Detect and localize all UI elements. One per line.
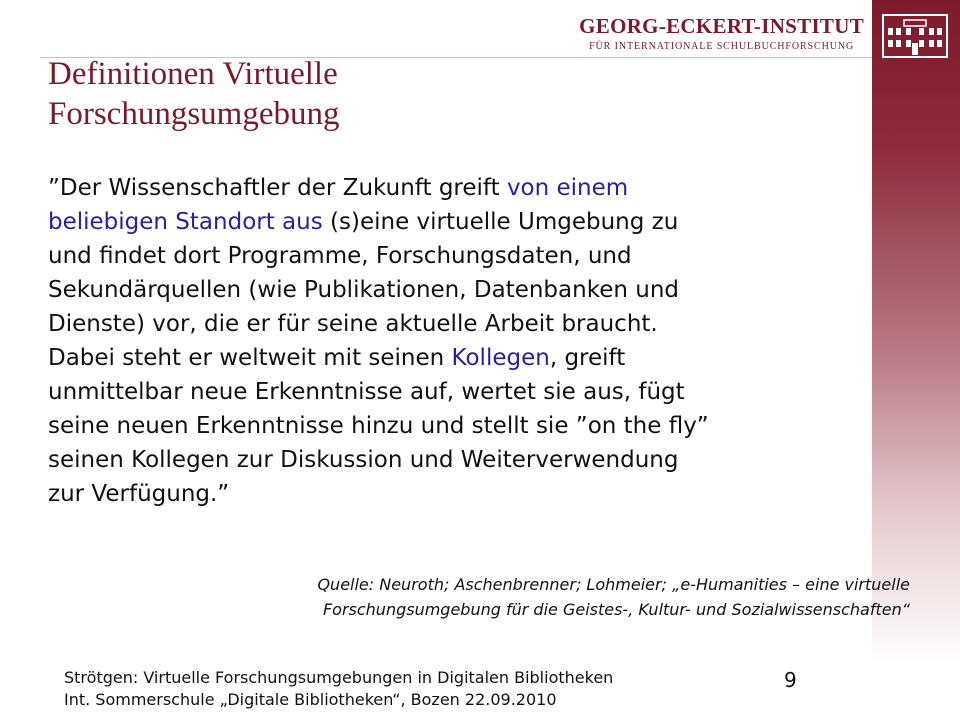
quote-line: Dabei steht er weltweit mit seinen Kollegen, greift: [48, 345, 626, 371]
slide-title: [48, 54, 828, 134]
slide-title-line-2: Forschungsumgebung: [48, 96, 340, 132]
quote-line: Dienste) vor, die er für seine aktuelle Arbeit braucht.: [48, 311, 658, 337]
definition-quote: [48, 171, 888, 511]
slide-footer: [64, 667, 613, 711]
quote-line: zur Verfügung.”: [48, 481, 230, 507]
page-number: 9: [784, 668, 797, 692]
institute-subtitle: FÜR INTERNATIONALE SCHULBUCHFORSCHUNG: [589, 41, 855, 52]
quote-line: Sekundärquellen (wie Publikationen, Datenbanken und: [48, 277, 679, 303]
quote-source: [317, 572, 910, 622]
source-line-2: Forschungsumgebung für die Geistes-, Kultur- und Sozialwissenschaften“: [322, 600, 910, 619]
quote-highlight: von einem: [506, 175, 629, 201]
quote-line: beliebigen Standort aus (s)eine virtuelle Umgebung zu: [48, 209, 679, 235]
footer-line-1: Strötgen: Virtuelle Forschungsumgebungen in Digitalen Bibliotheken: [64, 668, 614, 687]
quote-line: ”Der Wissenschaftler der Zukunft greift von einem: [48, 175, 629, 201]
footer-line-2: Int. Sommerschule „Digitale Bibliotheken“, Bozen 22.09.2010: [64, 690, 557, 709]
quote-line: seinen Kollegen zur Diskussion und Weiterverwendung: [48, 447, 679, 473]
quote-highlight: Kollegen: [451, 345, 550, 371]
institute-wordmark: [579, 14, 864, 54]
quote-highlight: beliebigen Standort aus: [48, 209, 323, 235]
building-icon: [882, 14, 948, 58]
quote-line: und findet dort Programme, Forschungsdaten, und: [48, 243, 632, 269]
institute-name: GEORG-ECKERT-INSTITUT: [579, 14, 864, 38]
quote-line: seine neuen Erkenntnisse hinzu und stellt sie ”on the fly”: [48, 413, 709, 439]
quote-line: unmittelbar neue Erkenntnisse auf, wertet sie aus, fügt: [48, 379, 685, 405]
slide-title-line-1: Definitionen Virtuelle: [48, 56, 338, 92]
source-line-1: Quelle: Neuroth; Aschenbrenner; Lohmeier; „e-Humanities – eine virtuelle: [317, 575, 910, 594]
